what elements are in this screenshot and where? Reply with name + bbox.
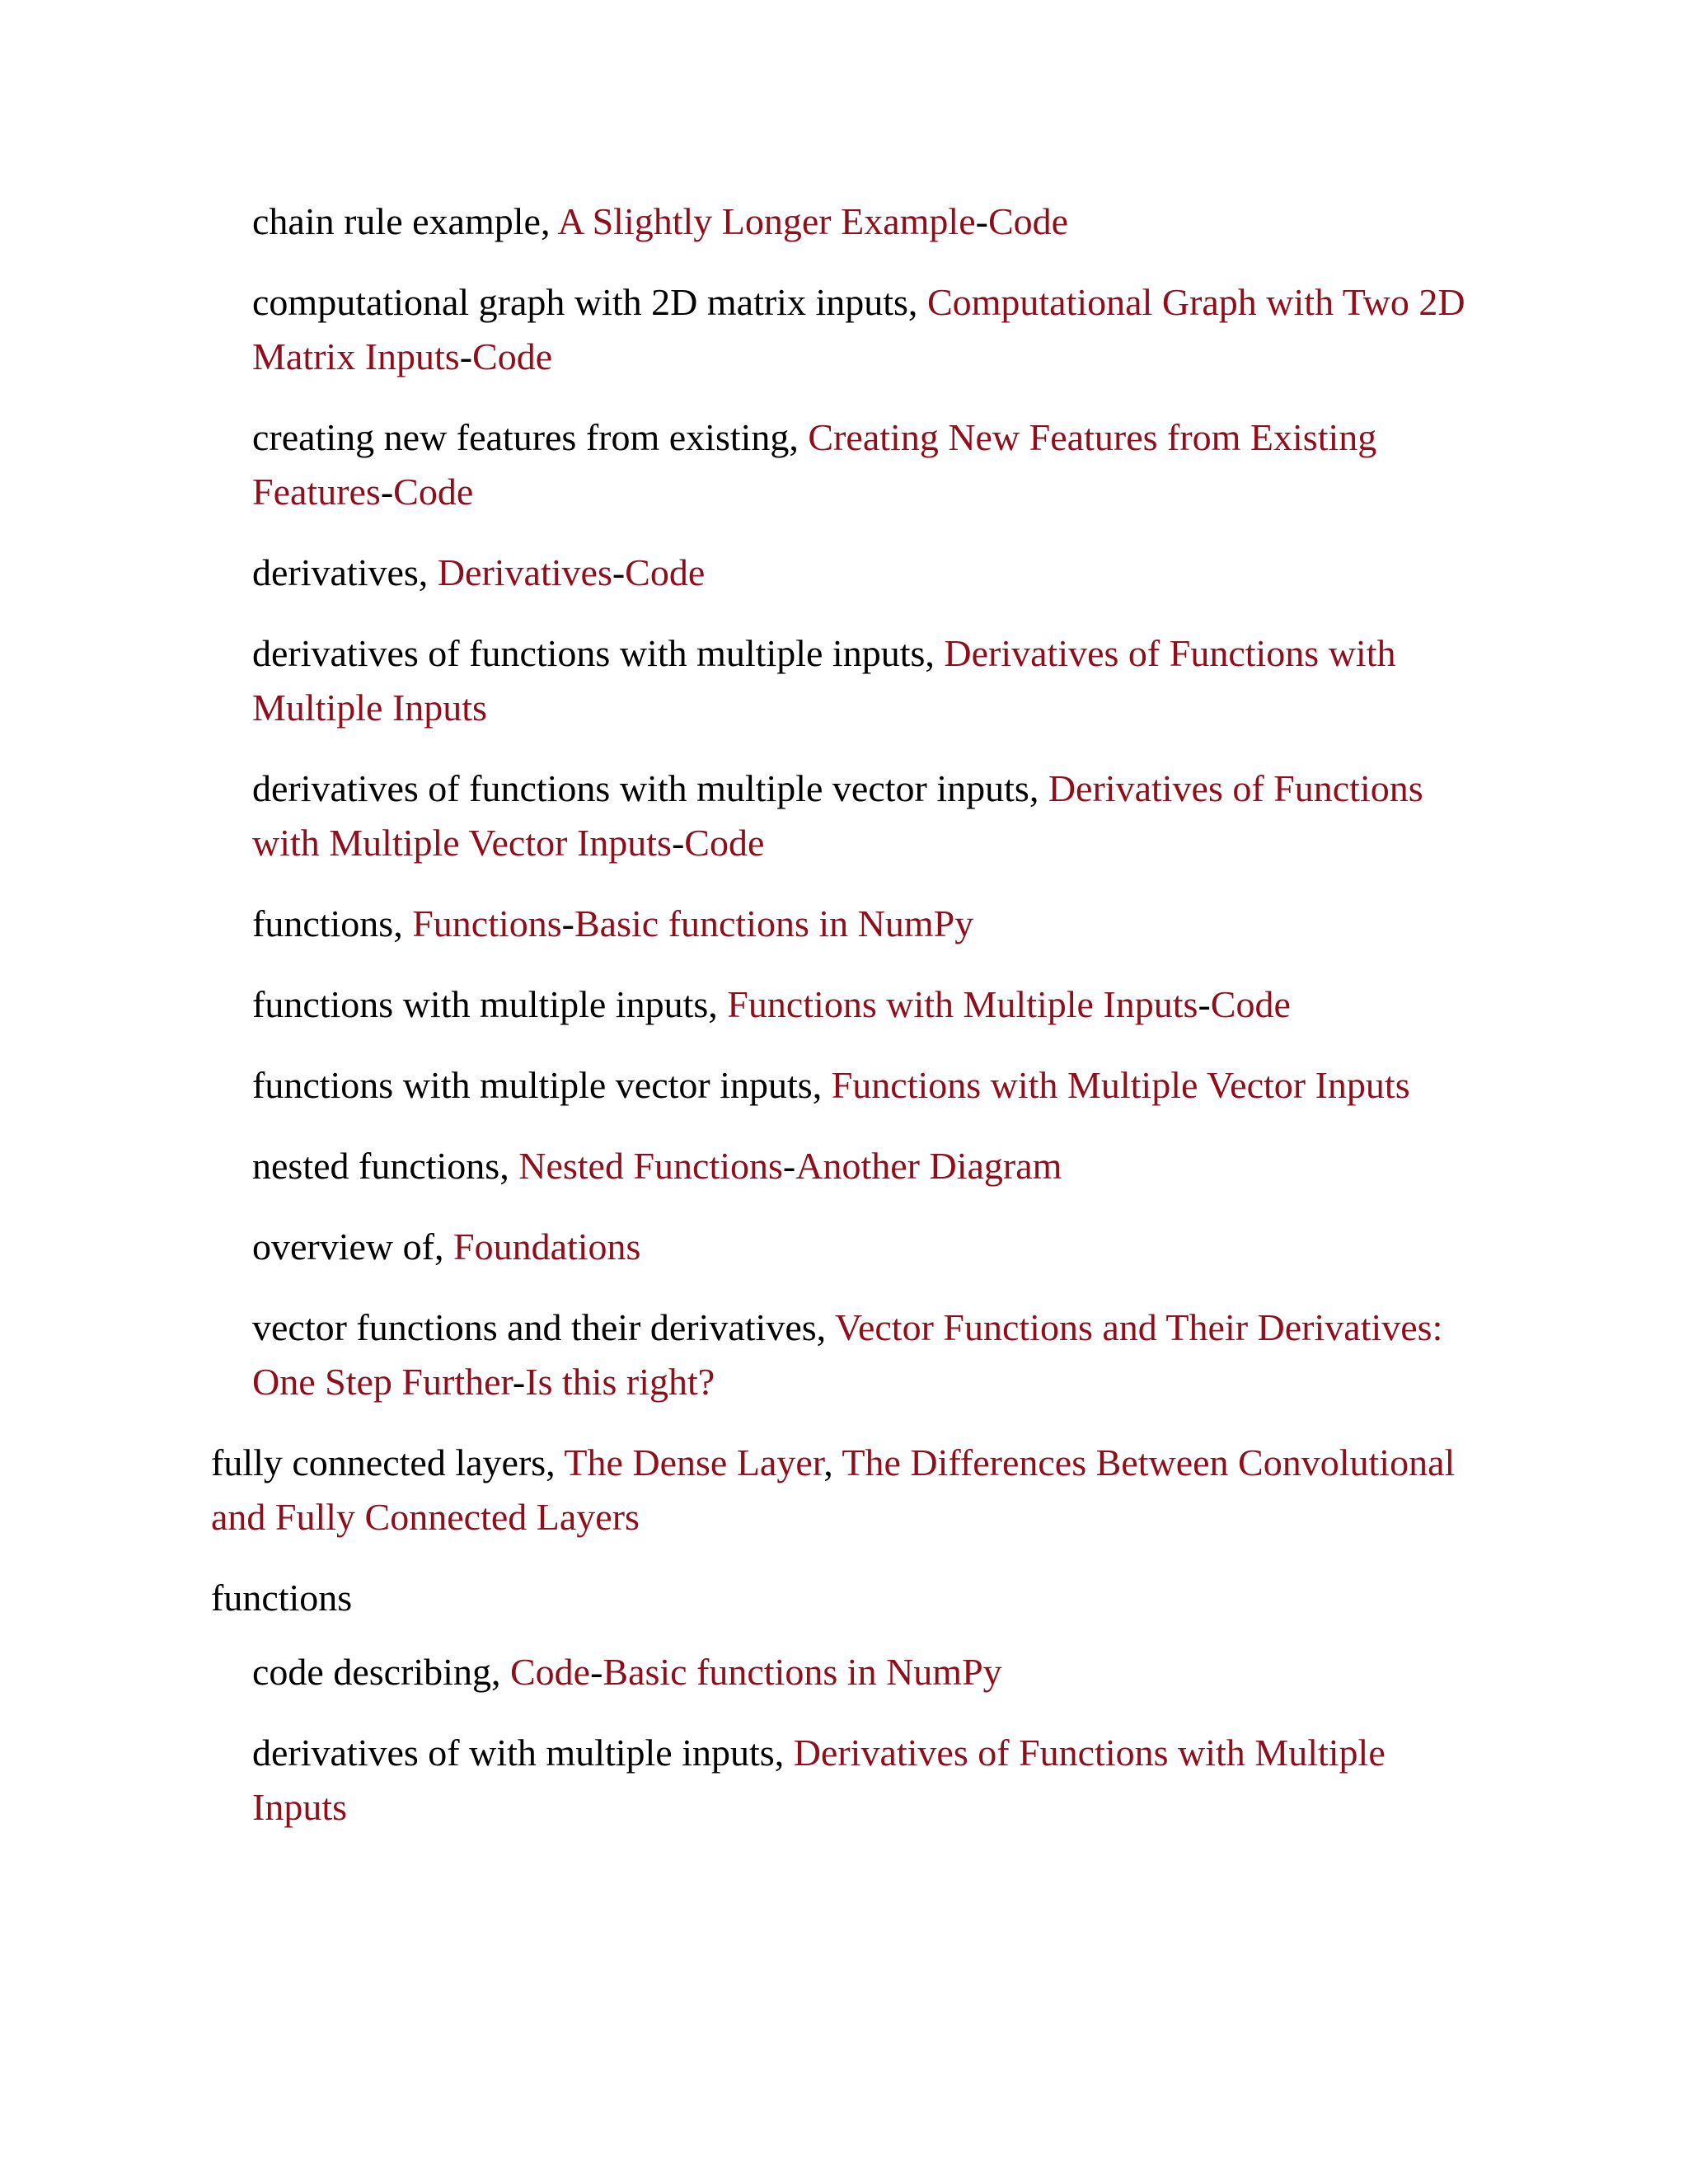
- index-reference-link[interactable]: Functions with Multiple Inputs: [727, 983, 1198, 1025]
- index-reference-link[interactable]: Code: [625, 551, 706, 593]
- index-reference-link[interactable]: Code: [1210, 983, 1291, 1025]
- index-separator: ,: [823, 1441, 842, 1483]
- index-separator: -: [590, 1651, 603, 1693]
- index-term: derivatives,: [252, 551, 438, 593]
- index-term: chain rule example,: [252, 200, 558, 242]
- index-separator: -: [459, 335, 473, 377]
- index-term: derivatives of functions with multiple vector inputs,: [252, 767, 1048, 809]
- index-term: overview of,: [252, 1226, 453, 1268]
- index-subentry: [252, 626, 1480, 735]
- index-reference-link[interactable]: Is this right?: [525, 1361, 715, 1403]
- index-term: nested functions,: [252, 1145, 519, 1187]
- index-reference-link[interactable]: Code: [393, 471, 474, 513]
- index-reference-link[interactable]: Code: [987, 200, 1069, 242]
- index-subentry: [252, 1726, 1480, 1835]
- index-subentry: [252, 410, 1480, 519]
- index-subentry: [252, 275, 1480, 384]
- index-subentry: [252, 977, 1480, 1032]
- index-reference-link[interactable]: The Dense Layer: [564, 1441, 824, 1483]
- index-term: vector functions and their derivatives,: [252, 1306, 835, 1348]
- index-reference-link[interactable]: Creating New Features from Existing Features: [252, 416, 1377, 513]
- index-reference-link[interactable]: Vector Functions and Their Derivatives: One Step Further: [252, 1306, 1443, 1403]
- index-term: functions with multiple inputs,: [252, 983, 728, 1025]
- index-reference-link[interactable]: Derivatives of Functions with Multiple Vector Inputs: [252, 767, 1423, 864]
- index-subentry: [252, 1058, 1480, 1113]
- index-subentry: [252, 1645, 1480, 1699]
- index-separator: -: [1198, 983, 1211, 1025]
- index-separator: -: [782, 1145, 796, 1187]
- index-reference-link[interactable]: Code: [509, 1651, 591, 1693]
- index-reference-link[interactable]: Code: [472, 335, 553, 377]
- index-reference-link[interactable]: A Slightly Longer Example: [557, 200, 976, 242]
- index-term: functions with multiple vector inputs,: [252, 1064, 832, 1106]
- index-subentry: [252, 1139, 1480, 1193]
- index-term: fully connected layers,: [211, 1441, 565, 1483]
- index-reference-link[interactable]: Foundations: [452, 1226, 641, 1268]
- index-term: creating new features from existing,: [252, 416, 809, 458]
- index-reference-link[interactable]: Derivatives of Functions with Multiple Inputs: [252, 632, 1396, 729]
- index-separator: -: [561, 902, 574, 944]
- index-separator: -: [975, 200, 988, 242]
- index-separator: -: [671, 822, 685, 864]
- index-entry: [211, 1571, 1480, 1625]
- index-subentry: [252, 762, 1480, 870]
- index-reference-link[interactable]: Derivatives of Functions with Multiple Inputs: [252, 1732, 1386, 1828]
- index-reference-link[interactable]: Basic functions in NumPy: [574, 902, 974, 944]
- index-term: code describing,: [252, 1651, 510, 1693]
- index-list: [211, 194, 1480, 1861]
- index-separator: -: [612, 551, 626, 593]
- index-subentry: [252, 546, 1480, 600]
- index-separator: -: [380, 471, 394, 513]
- index-reference-link[interactable]: Code: [684, 822, 765, 864]
- index-subentry: [252, 897, 1480, 951]
- index-term: computational graph with 2D matrix inputs,: [252, 281, 927, 323]
- index-reference-link[interactable]: Basic functions in NumPy: [603, 1651, 1002, 1693]
- index-separator: -: [512, 1361, 526, 1403]
- index-subentry: [252, 1301, 1480, 1409]
- index-term: derivatives of with multiple inputs,: [252, 1732, 794, 1774]
- index-subentry: [252, 1220, 1480, 1274]
- index-reference-link[interactable]: Another Diagram: [795, 1145, 1062, 1187]
- index-term: derivatives of functions with multiple inputs,: [252, 632, 945, 674]
- index-term: functions,: [252, 902, 413, 944]
- index-reference-link[interactable]: Functions with Multiple Vector Inputs: [831, 1064, 1410, 1106]
- index-reference-link[interactable]: The Differences Between Convolutional and Fully Connected Layers: [211, 1441, 1456, 1538]
- index-reference-link[interactable]: Functions: [412, 902, 562, 944]
- index-subentry: [252, 194, 1480, 249]
- index-term: functions: [211, 1577, 353, 1619]
- index-reference-link[interactable]: Nested Functions: [518, 1145, 783, 1187]
- index-reference-link[interactable]: Derivatives: [437, 551, 612, 593]
- index-entry: [211, 1436, 1480, 1544]
- index-reference-link[interactable]: Computational Graph with Two 2D Matrix Inputs: [252, 281, 1465, 377]
